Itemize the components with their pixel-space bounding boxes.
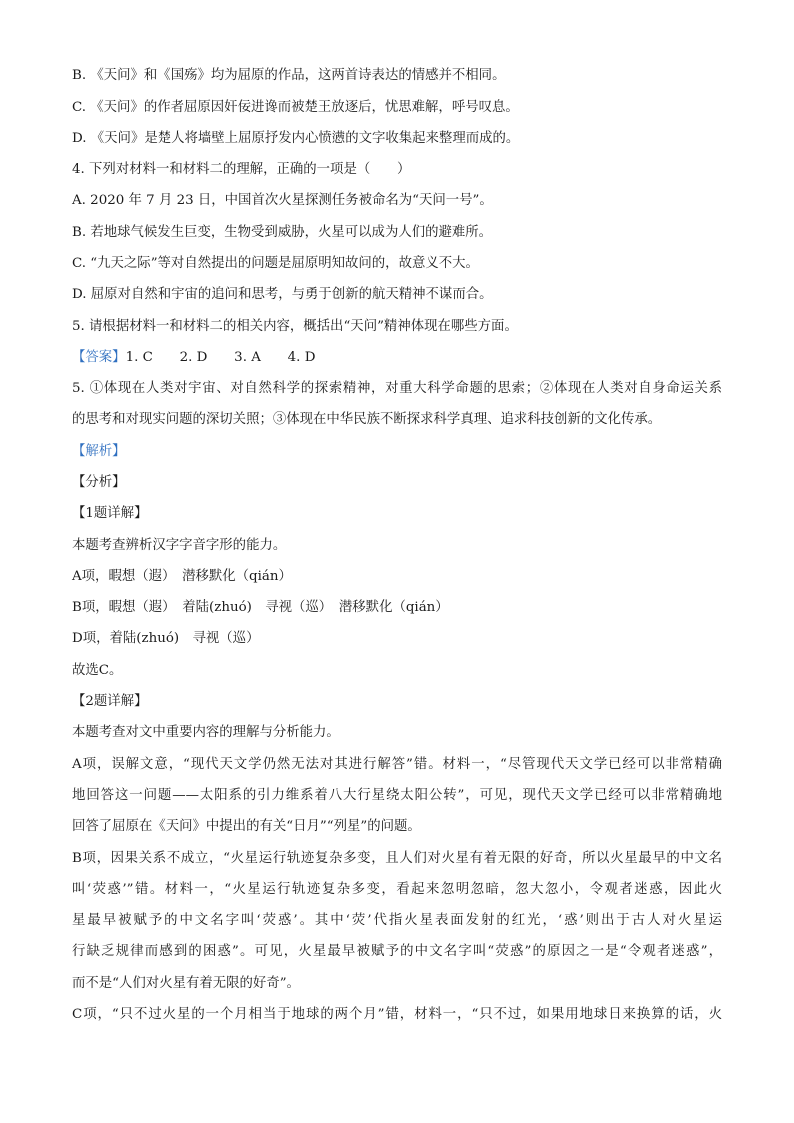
q1-text: 本题考查辨析汉字字音字形的能力。 xyxy=(72,538,287,553)
q1-conclusion: 故选C。 xyxy=(72,663,123,678)
q2-b-line-1: B项，因果关系不成立，“火星运行轨迹复杂多变，且人们对火星有着无限的好奇，所以火星最早的中文名 xyxy=(72,851,722,866)
q1-item-a: A项，暇想（遐） 潜移默化（qián） xyxy=(72,569,292,584)
q2-b-line-3: 星最早被赋予的中文名字叫‘荧惑’。其中‘荧’代指火星表面发射的红光，‘惑’则出于古人对火星运 xyxy=(72,913,722,928)
answer-5-line-2: 的思考和对现实问题的深切关照；③体现在中华民族不断探求科学真理、追求科技创新的文化传承。 xyxy=(72,412,662,427)
q2-b-line-2: 叫‘荧惑’”错。材料一，“火星运行轨迹复杂多变，看起来忽明忽暗，忽大忽小，令观者迷惑，因此火 xyxy=(72,882,722,897)
q4-option-a: A. 2020 年 7 月 23 日，中国首次火星探测任务被命名为“天问一号”。 xyxy=(72,193,493,208)
q2-b-line-5: 而不是“人们对火星有着无限的好奇”。 xyxy=(72,976,300,991)
option-d-line: D. 《天问》是楚人将墙壁上屈原抒发内心愤懑的文字收集起来整理而成的。 xyxy=(72,131,520,146)
q2-detail-heading: 【2题详解】 xyxy=(72,694,148,709)
answer-line xyxy=(72,349,722,367)
option-c-line: C. 《天问》的作者屈原因奸佞进谗而被楚王放逐后，忧思难解，呼号叹息。 xyxy=(72,100,519,115)
q2-a-line-3: 回答了屈原在《天问》中提出的有关“日月”“列星”的问题。 xyxy=(72,819,421,834)
question-5: 5. 请根据材料一和材料二的相关内容，概括出“天问”精神体现在哪些方面。 xyxy=(72,319,518,334)
answer-5-line-1: 5. ①体现在人类对宇宙、对自然科学的探索精神，对重大科学命题的思索；②体现在人类对自身命运关系 xyxy=(72,381,722,396)
q2-a-line-1: A项，误解文意，“现代天文学仍然无法对其进行解答”错。材料一，“尽管现代天文学已经可以非常精确 xyxy=(72,757,722,772)
option-b-line: B. 《天问》和《国殇》均为屈原的作品，这两首诗表达的情感并不相同。 xyxy=(72,68,506,83)
q1-detail-heading: 【1题详解】 xyxy=(72,506,148,521)
q2-a-line-2: 地回答这一问题——太阳系的引力维系着八大行星绕太阳公转”，可见，现代天文学已经可以非常精确地 xyxy=(72,788,722,803)
question-4: 4. 下列对材料一和材料二的理解，正确的一项是（ ） xyxy=(72,162,411,177)
answer-text: 1. C 2. D 3. A 4. D xyxy=(125,350,316,365)
q4-option-c: C. “九天之际”等对自然提出的问题是屈原明知故问的，故意义不大。 xyxy=(72,256,479,271)
q1-item-b: B项，暇想（遐） 着陆(zhuó) 寻视（巡） 潜移默化（qián） xyxy=(72,600,449,615)
q2-c-line-1: C项，“只不过火星的一个月相当于地球的两个月”错，材料一，“只不过，如果用地球日来换算的话，火 xyxy=(72,1007,722,1022)
q2-b-line-4: 行缺乏规律而感到的困惑”。可见，火星最早被赋予的中文名字叫“荧惑”的原因之一是“令观者迷惑”， xyxy=(72,944,722,959)
q4-option-b: B. 若地球气候发生巨变，生物受到威胁，火星可以成为人们的避难所。 xyxy=(72,225,493,240)
analysis-heading: 【解析】 xyxy=(72,444,126,459)
q4-option-d: D. 屈原对自然和宇宙的追问和思考，与勇于创新的航天精神不谋而合。 xyxy=(72,287,493,302)
answer-label: 【答案】 xyxy=(72,350,126,365)
q1-item-d: D项，着陆(zhuó) 寻视（巡） xyxy=(72,631,260,646)
q2-text: 本题考查对文中重要内容的理解与分析能力。 xyxy=(72,725,340,740)
fenxi-heading: 【分析】 xyxy=(72,475,126,490)
